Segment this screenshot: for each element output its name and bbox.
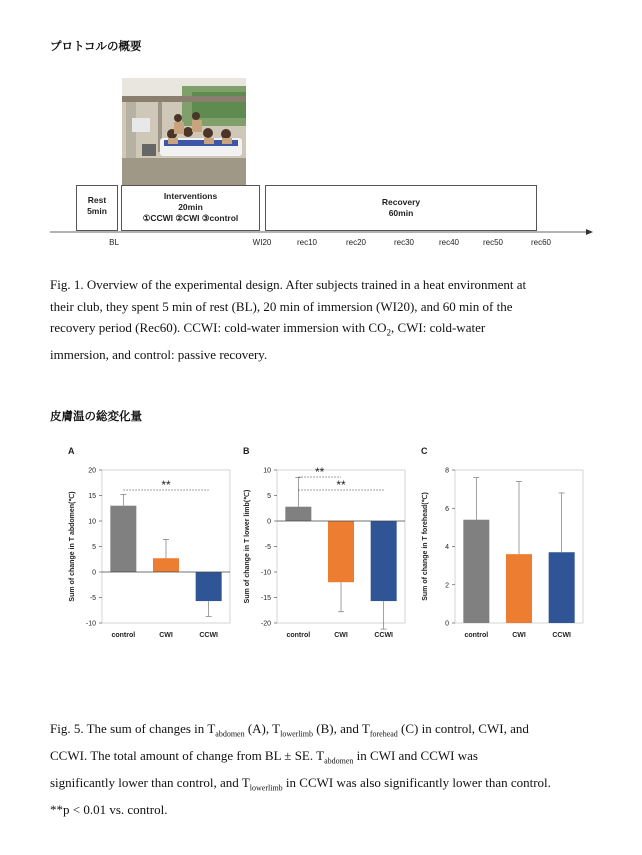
fig5-sub: forehead bbox=[369, 729, 398, 739]
x-tick-label: CWI bbox=[159, 632, 173, 639]
interventions-duration: 20min bbox=[178, 202, 203, 212]
fig1-caption-line bbox=[50, 317, 570, 344]
x-tick-label: CCWI bbox=[552, 632, 572, 639]
y-tick-label: 0 bbox=[445, 620, 449, 628]
chart-panel-a bbox=[60, 442, 240, 656]
timeline-tick-label: WI20 bbox=[252, 238, 272, 247]
panel-label: B bbox=[243, 446, 250, 456]
x-tick-label: CWI bbox=[334, 632, 348, 639]
bar-control bbox=[110, 506, 136, 572]
x-tick-label: CCWI bbox=[374, 632, 394, 639]
y-tick-label: 4 bbox=[445, 544, 449, 551]
fig5-text: (A), T bbox=[244, 721, 281, 736]
y-axis-label: Sum of change in T abdomen(℃) bbox=[69, 491, 76, 602]
timeline-tick-label: rec10 bbox=[296, 238, 318, 247]
panel-label: C bbox=[421, 446, 428, 456]
fig5-sub: lowerlimb bbox=[280, 729, 313, 739]
bar-cwi bbox=[506, 554, 532, 623]
bar-cwi bbox=[328, 521, 354, 582]
fig1-caption bbox=[50, 274, 570, 366]
fig5-sub: abdomen bbox=[324, 756, 354, 766]
fig5-caption-line: **p < 0.01 vs. control. bbox=[50, 802, 168, 818]
y-tick-label: 15 bbox=[88, 493, 96, 500]
section-title-skin-temp: 皮膚温の総変化量 bbox=[50, 409, 142, 423]
fig5-caption-line bbox=[50, 745, 570, 772]
fig1-caption-sub: 2 bbox=[386, 327, 391, 338]
fig5-caption-line bbox=[50, 718, 570, 745]
chart-panel-b bbox=[235, 442, 415, 656]
significance-marker: ** bbox=[314, 465, 325, 479]
y-tick-label: -10 bbox=[260, 569, 271, 577]
fig5-sub: lowerlimb bbox=[249, 783, 283, 793]
fig5-text: (C) in control, CWI, and bbox=[397, 721, 529, 736]
y-tick-label: -5 bbox=[264, 544, 271, 551]
fig5-text: in CCWI was also significantly lower than control. bbox=[282, 775, 551, 791]
x-tick-label: CWI bbox=[512, 632, 526, 639]
fig5-text: significantly lower than control, and T bbox=[50, 775, 250, 791]
y-tick-label: 6 bbox=[445, 505, 449, 513]
bar-ccwi bbox=[371, 521, 397, 601]
bar-ccwi bbox=[549, 552, 575, 623]
fig1-caption-text: recovery period (Rec60). CCWI: cold-water immersion with CO bbox=[50, 320, 387, 335]
fig5-text: CCWI. The total amount of change from BL ± SE. T bbox=[50, 748, 325, 764]
y-tick-label: 2 bbox=[445, 582, 449, 590]
fig1-caption-text: , CWI: cold-water bbox=[390, 320, 486, 335]
y-tick-label: 0 bbox=[92, 569, 96, 577]
y-tick-label: 20 bbox=[88, 467, 96, 475]
y-axis-label: Sum of change in T forehead(℃) bbox=[422, 492, 429, 601]
y-tick-label: 8 bbox=[445, 467, 449, 475]
rest-duration: 5min bbox=[87, 206, 107, 216]
interventions-conditions: ①CCWI ②CWI ③control bbox=[142, 213, 239, 223]
interventions-title: Interventions bbox=[163, 191, 218, 201]
timeline-tick-label: rec30 bbox=[393, 238, 415, 247]
y-tick-label: -10 bbox=[85, 620, 96, 628]
fig1-caption-line: immersion, and control: passive recovery. bbox=[50, 347, 268, 363]
fig5-caption-line bbox=[50, 772, 570, 799]
y-tick-label: 10 bbox=[88, 518, 96, 526]
x-tick-label: CCWI bbox=[199, 632, 219, 639]
experiment-photo bbox=[122, 78, 246, 185]
rest-title: Rest bbox=[87, 195, 107, 205]
bar-control bbox=[285, 507, 311, 521]
y-tick-label: 10 bbox=[263, 467, 271, 475]
x-tick-label: control bbox=[286, 632, 311, 639]
timeline-axis bbox=[50, 222, 595, 241]
x-tick-label: control bbox=[464, 632, 489, 639]
fig5-text: (B), and T bbox=[313, 721, 370, 736]
panel-label: A bbox=[68, 446, 75, 456]
significance-marker: ** bbox=[336, 478, 346, 492]
fig5-text: in CWI and CCWI was bbox=[353, 748, 478, 764]
y-tick-label: -20 bbox=[260, 620, 271, 628]
fig5-text: Fig. 5. The sum of changes in T bbox=[50, 721, 216, 736]
y-tick-label: -15 bbox=[260, 595, 271, 602]
fig1-caption-line: Fig. 1. Overview of the experimental design. After subjects trained in a heat environment at bbox=[50, 277, 527, 292]
x-tick-label: control bbox=[111, 632, 136, 639]
y-tick-label: 5 bbox=[267, 493, 271, 500]
y-tick-label: -5 bbox=[89, 595, 96, 602]
y-tick-label: 0 bbox=[267, 518, 271, 526]
bar-control bbox=[463, 520, 489, 623]
timeline-tick-label: rec50 bbox=[482, 238, 504, 247]
fig5-sub: abdomen bbox=[215, 729, 245, 739]
recovery-title: Recovery bbox=[381, 197, 421, 207]
chart-panel-c bbox=[413, 442, 593, 656]
section-title-protocol: プロトコルの概要 bbox=[50, 39, 142, 53]
timeline-tick-label: rec40 bbox=[438, 238, 460, 247]
significance-marker: ** bbox=[161, 478, 171, 492]
bar-ccwi bbox=[196, 572, 222, 601]
fig5-caption bbox=[50, 718, 570, 821]
timeline-tick-label: rec60 bbox=[530, 238, 552, 247]
bar-cwi bbox=[153, 558, 179, 572]
y-axis-label: Sum of change in T lower limb(℃) bbox=[244, 489, 251, 604]
fig1-caption-line: their club, they spent 5 min of rest (BL), 20 min of immersion (WI20), and 60 min of the bbox=[50, 298, 513, 314]
timeline-tick-label: BL bbox=[109, 238, 119, 247]
y-tick-label: 5 bbox=[92, 544, 96, 551]
timeline-tick-label: rec20 bbox=[345, 238, 367, 247]
recovery-duration: 60min bbox=[388, 208, 414, 218]
